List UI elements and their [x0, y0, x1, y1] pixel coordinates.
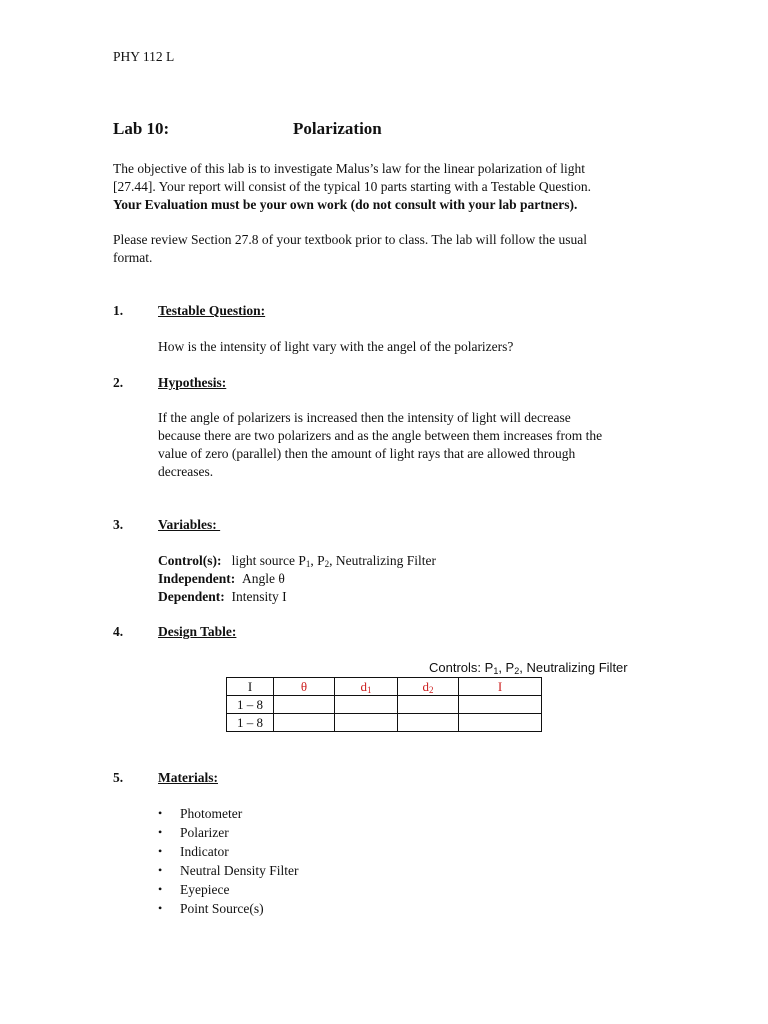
lab-number: Lab 10:	[113, 119, 170, 138]
objective-line: [27.44]. Your report will consist of the typical 10 parts starting with a Testable Question.	[113, 179, 591, 194]
table-cell	[335, 714, 398, 732]
control-mid: , P	[310, 553, 325, 568]
table-header-cell	[398, 678, 459, 696]
hypothesis-text	[158, 409, 678, 481]
bullet-icon: •	[158, 882, 163, 896]
section-title-variables: Variables:	[158, 517, 221, 532]
table-cell	[335, 696, 398, 714]
table-header-cell: I	[459, 678, 542, 696]
controls-post: , Neutralizing Filter	[519, 660, 628, 675]
section-number: 5.	[113, 770, 124, 785]
bullet-icon: •	[158, 863, 163, 877]
table-header-row	[227, 678, 542, 696]
material-name: Indicator	[180, 844, 229, 859]
section-title-materials: Materials:	[158, 770, 218, 785]
testable-question-text: How is the intensity of light vary with the angel of the polarizers?	[158, 339, 514, 354]
list-item	[158, 880, 298, 899]
section-number: 4.	[113, 624, 124, 639]
table-cell	[459, 714, 542, 732]
review-line: format.	[113, 250, 153, 265]
hypothesis-line: value of zero (parallel) then the amount of light rays that are allowed through	[158, 446, 576, 461]
table-cell	[274, 714, 335, 732]
control-variables	[158, 552, 678, 570]
table-cell	[398, 696, 459, 714]
list-item	[158, 861, 298, 880]
bullet-icon: •	[158, 806, 163, 820]
variables-block	[158, 552, 678, 606]
table-header-cell	[335, 678, 398, 696]
table-cell	[398, 714, 459, 732]
control-pre: light source P	[231, 553, 306, 568]
controls-sub1: 1	[493, 666, 499, 676]
header-sub: 1	[367, 685, 372, 695]
dependent-label: Dependent:	[158, 589, 225, 604]
bullet-icon: •	[158, 844, 163, 858]
section-number: 2.	[113, 375, 124, 390]
objective-paragraph	[113, 160, 673, 214]
header-sub: 2	[429, 685, 434, 695]
bullet-icon: •	[158, 825, 163, 839]
table-row	[227, 714, 542, 732]
header-d: d	[360, 679, 367, 694]
section-title-testable-question: Testable Question:	[158, 303, 266, 318]
list-item	[158, 842, 298, 861]
control-label: Control(s):	[158, 553, 222, 568]
section-number: 1.	[113, 303, 124, 318]
controls-pre: Controls: P	[429, 660, 494, 675]
material-name: Polarizer	[180, 825, 229, 840]
hypothesis-line: If the angle of polarizers is increased then the intensity of light will decrease	[158, 410, 571, 425]
material-name: Point Source(s)	[180, 901, 264, 916]
hypothesis-line: decreases.	[158, 464, 214, 479]
material-name: Neutral Density Filter	[180, 863, 299, 878]
table-cell	[459, 696, 542, 714]
review-line: Please review Section 27.8 of your textbook prior to class. The lab will follow the usual	[113, 232, 588, 247]
design-table-controls	[429, 659, 628, 677]
evaluation-notice: Your Evaluation must be your own work (do not consult with your lab partners).	[113, 197, 578, 212]
header-d: d	[422, 679, 429, 694]
hypothesis-line: because there are two polarizers and as the angle between them increases from the	[158, 428, 603, 443]
table-header-cell: θ	[274, 678, 335, 696]
table-header-cell: I	[227, 678, 274, 696]
materials-list	[158, 804, 298, 918]
list-item	[158, 804, 298, 823]
objective-line: The objective of this lab is to investigate Malus’s law for the linear polarization of light	[113, 161, 586, 176]
dependent-value: Intensity I	[231, 589, 287, 604]
control-sub1: 1	[305, 559, 311, 569]
table-cell	[274, 696, 335, 714]
controls-mid: , P	[498, 660, 515, 675]
controls-sub2: 2	[514, 666, 520, 676]
independent-value: Angle θ	[242, 571, 285, 586]
section-title-design-table: Design Table:	[158, 624, 237, 639]
table-cell: 1 – 8	[227, 714, 274, 732]
dependent-variable	[158, 588, 678, 606]
material-name: Eyepiece	[180, 882, 230, 897]
list-item	[158, 823, 298, 842]
table-row	[227, 696, 542, 714]
table-cell: 1 – 8	[227, 696, 274, 714]
independent-variable	[158, 570, 678, 588]
independent-label: Independent:	[158, 571, 236, 586]
bullet-icon: •	[158, 901, 163, 915]
control-post: , Neutralizing Filter	[329, 553, 436, 568]
section-number: 3.	[113, 517, 124, 532]
lab-title: Polarization	[293, 119, 382, 138]
design-table	[226, 677, 542, 732]
course-code: PHY 112 L	[113, 49, 175, 64]
list-item	[158, 899, 298, 918]
material-name: Photometer	[180, 806, 243, 821]
review-paragraph	[113, 231, 673, 267]
control-sub2: 2	[324, 559, 330, 569]
section-title-hypothesis: Hypothesis:	[158, 375, 227, 390]
